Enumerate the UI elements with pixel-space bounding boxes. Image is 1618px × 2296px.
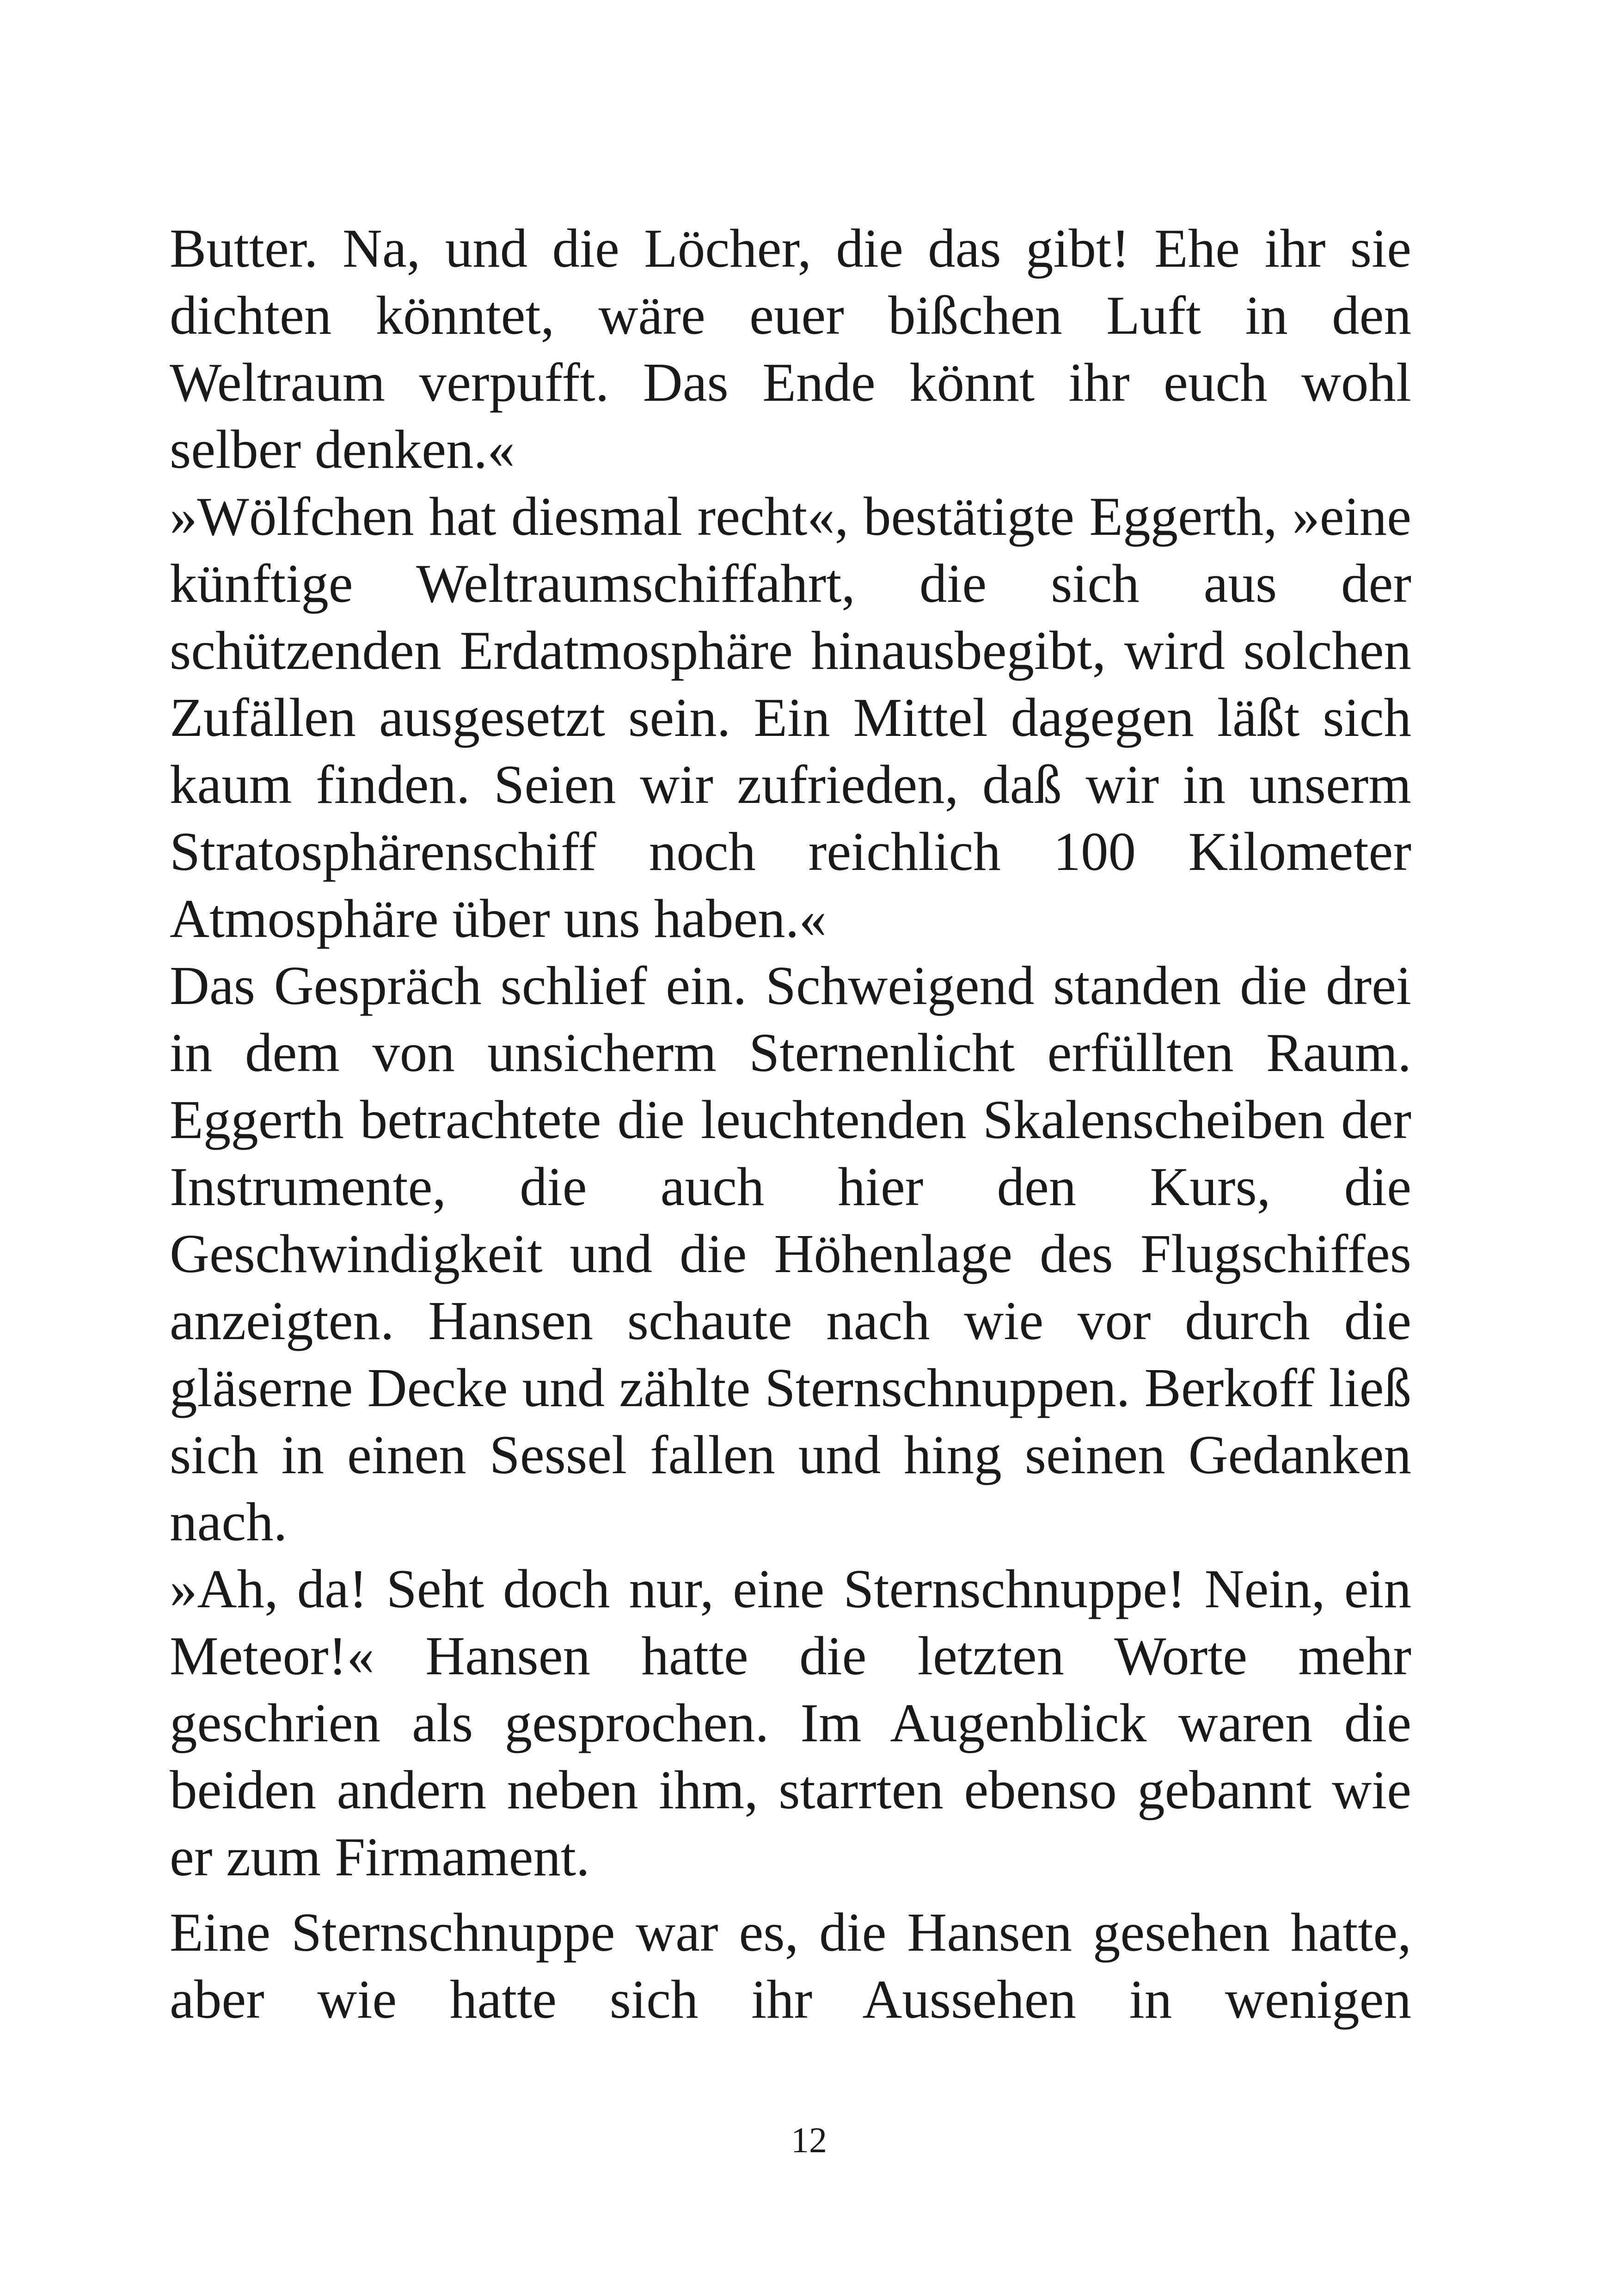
paragraph-2: »Wölfchen hat diesmal recht«, bestätigte Eggerth, »eine künftige Weltraumschiffahrt, die sich aus der schützenden Erdatmosphäre hinausbegibt, wird solchen Zufällen ausgesetzt sein. Ein Mittel dagegen läßt sich kaum finden. Seien wir zufrieden, daß wir in unserm Stratosphärenschiff noch reichlich 100 Kilometer Atmosphäre über uns haben.« [170, 486, 1411, 949]
paragraph-3: Das Gespräch schlief ein. Schweigend standen die drei in dem von unsicherm Sternenlicht erfüllten Raum. Eggerth betrachtete die leuchtenden Skalenscheiben der Instrumente, die auch hier den Kurs, die Geschwindigkeit und die Höhenlage des Flugschiffes anzeigten. Hansen schaute nach wie vor durch die gläserne Decke und zählte Sternschnuppen. Berkoff ließ sich in einen Sessel fallen und hing seinen Gedanken nach. [170, 955, 1411, 1552]
page-number: 12 [791, 2120, 827, 2160]
paragraph-5: Eine Sternschnuppe war es, die Hansen gesehen hatte, aber wie hatte sich ihr Aussehen in wenigen [170, 1902, 1411, 2030]
paragraph-4: »Ah, da! Seht doch nur, eine Sternschnuppe! Nein, ein Meteor!« Hansen hatte die letzten Worte mehr geschrien als gesprochen. Im Augenblick waren die beiden andern neben ihm, starrten ebenso gebannt wie er zum Firmament. [170, 1558, 1411, 1887]
paragraph-1: Butter. Na, und die Löcher, die das gibt! Ehe ihr sie dichten könntet, wäre euer bißchen Luft in den Weltraum verpufft. Das Ende könnt ihr euch wohl selber denken.« [170, 218, 1411, 480]
body-text [170, 215, 1411, 2033]
